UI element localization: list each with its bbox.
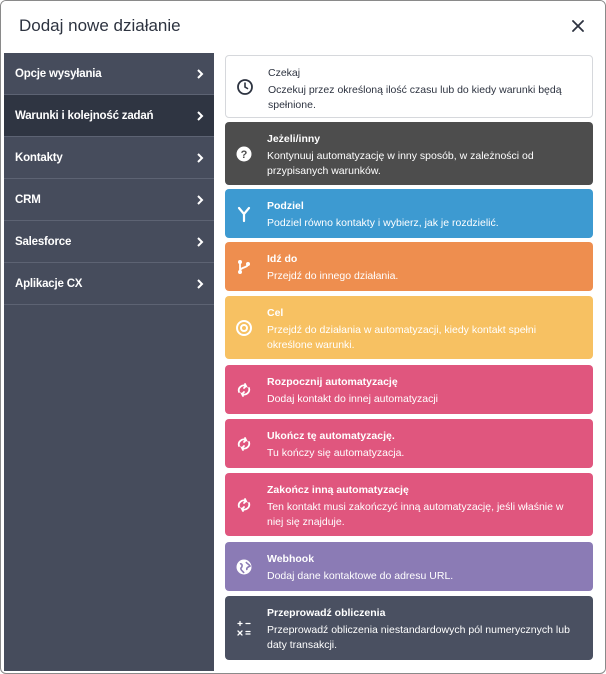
automation-icon [235, 381, 253, 399]
action-title: Zakończ inną automatyzację [267, 484, 409, 496]
sidebar-item-label: Warunki i kolejność zadań [15, 109, 154, 122]
action-description: Tu kończy się automatyzacja. [267, 447, 405, 459]
sidebar-item-contacts[interactable] [4, 137, 214, 179]
action-goal[interactable] [225, 296, 593, 359]
question-icon [235, 145, 253, 163]
category-sidebar [4, 53, 214, 671]
math-icon [235, 619, 253, 637]
close-button[interactable] [567, 15, 589, 37]
action-wait[interactable] [225, 55, 593, 118]
action-title: Cel [267, 307, 284, 319]
action-title: Przeprowadź obliczenia [267, 607, 386, 619]
action-start-automation[interactable] [225, 365, 593, 414]
chevron-right-icon [195, 152, 205, 164]
sidebar-item-label: Aplikacje CX [15, 277, 83, 290]
action-description: Dodaj kontakt do innej automatyzacji [267, 393, 439, 405]
action-description: Oczekuj przez określoną ilość czasu lub do kiedy warunki będą spełnione. [268, 84, 562, 111]
sidebar-item-label: CRM [15, 193, 41, 206]
action-end-other-automation[interactable] [225, 473, 593, 536]
action-math[interactable] [225, 596, 593, 660]
action-split[interactable] [225, 189, 593, 238]
automation-icon [235, 496, 253, 514]
action-description: Przejdź do działania w automatyzacji, kiedy kontakt spełni określone warunki. [267, 324, 537, 351]
sidebar-item-label: Salesforce [15, 235, 72, 248]
clock-icon [236, 78, 254, 96]
goto-icon [235, 258, 253, 276]
action-go-to[interactable] [225, 242, 593, 291]
action-title: Idź do [267, 253, 298, 265]
actions-list [214, 53, 606, 671]
sidebar-item-crm[interactable] [4, 179, 214, 221]
dialog-title: Dodaj nowe działanie [19, 16, 181, 35]
chevron-right-icon [195, 236, 205, 248]
chevron-right-icon [195, 68, 205, 80]
sidebar-item-sending-options[interactable] [4, 53, 214, 95]
action-title: Jeżeli/inny [267, 133, 321, 145]
chevron-right-icon [195, 278, 205, 290]
target-icon [235, 319, 253, 337]
action-description: Dodaj dane kontaktowe do adresu URL. [267, 570, 454, 582]
action-end-this-automation[interactable] [225, 419, 593, 468]
action-title: Rozpocznij automatyzację [267, 376, 398, 388]
action-description: Przejdź do innego działania. [267, 270, 399, 282]
action-title: Ukończ tę automatyzację. [267, 430, 395, 442]
action-description: Kontynuuj automatyzację w inny sposób, w zależności od przypisanych warunków. [267, 150, 534, 177]
action-description: Ten kontakt musi zakończyć inną automatyzację, jeśli właśnie w niej się znajduje. [267, 501, 564, 528]
sidebar-item-conditions-workflow[interactable] [4, 95, 214, 137]
split-icon [235, 205, 253, 223]
close-icon [572, 20, 584, 32]
sidebar-item-salesforce[interactable] [4, 221, 214, 263]
action-description: Podziel równo kontakty i wybierz, jak je rozdzielić. [267, 217, 499, 229]
sidebar-item-label: Opcje wysyłania [15, 67, 102, 80]
action-title: Czekaj [268, 67, 301, 79]
action-webhook[interactable] [225, 542, 593, 591]
action-if-else[interactable] [225, 122, 593, 185]
chevron-right-icon [195, 194, 205, 206]
action-title: Webhook [267, 553, 315, 565]
chevron-right-icon [195, 110, 205, 122]
dialog-header [1, 1, 605, 53]
sidebar-item-cx-apps[interactable] [4, 263, 214, 305]
action-title: Podziel [267, 200, 304, 212]
globe-icon [235, 558, 253, 576]
automation-icon [235, 435, 253, 453]
action-description: Przeprowadź obliczenia niestandardowych pól numerycznych lub daty transakcji. [267, 624, 570, 651]
svg-text:?: ? [240, 148, 248, 161]
sidebar-item-label: Kontakty [15, 151, 63, 164]
